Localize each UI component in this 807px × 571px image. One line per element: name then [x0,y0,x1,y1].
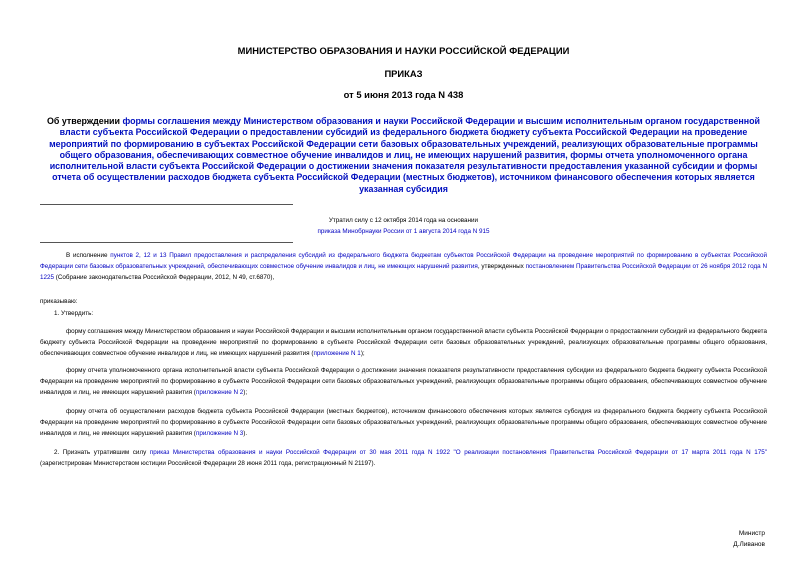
item-2-paragraph [40,448,767,470]
form-3-paragraph: форму отчета об осуществлении расходов бюджета субъекта Российской Федерации (местных бюджетов), источником финансового обеспечения которых является субсидия из федерального бюджета бюджету субъекта Российской Федерации на проведение мероприятий по формированию в субъекте Российской Федерации сети базовых образовательных учреждений, реализующих образовательные программы общего образования, обеспечивающих совместное обучение инвалидов и лиц, не имеющих нарушений развития (приложение N 3). [40,408,767,437]
divider-bottom [40,242,293,243]
order-word: приказываю: [40,298,78,305]
rules-link[interactable]: пунктов 2, 12 и 13 Правил предоставления и распределения субсидий из федерального бюджета бюджетам субъектов Российской Федерации на проведение мероприятий по формированию в субъектах Российской Федерации сети базовых образовательных учреждений, обеспечивающих совместное обучение инвалидов и лиц, не имеющих нарушений развития [40,252,768,270]
appendix-1-link[interactable]: приложение N 1 [313,349,361,357]
item-1-heading: 1. Утвердить: [54,310,94,317]
form-1-paragraph: форму соглашения между Министерством образования и науки Российской Федерации и высшим исполнительным органом государственной власти субъекта Российской Федерации о предоставлении субсидий из федерального бюджета бюджету субъекта Российской Федерации на проведение мероприятий по формированию в субъекте Российской Федерации сети базовых образовательных учреждений, реализующих образовательные программы общего образования, обеспечивающих совместное обучение инвалидов и лиц, не имеющих нарушений развития (приложение N 1); [40,328,767,357]
document-date-number: от 5 июня 2013 года N 438 [343,89,464,100]
document-type: ПРИКАЗ [384,68,423,79]
preamble-text-2: , утвержденных [477,262,526,270]
item-2-text-1: 2. Признать утратившим силу [54,449,150,456]
signature-position: Министр [738,530,765,537]
resolution-link[interactable]: постановлением Правительства Российской Федерации от 26 ноября 2012 года N 1225 [40,262,768,281]
form-2-text: форму отчета уполномоченного органа исполнительной власти субъекта Российской Федерации о достижении значения показателя результативности предоставления субсидии из федерального бюджета бюджету субъекта Российской Федерации на проведение мероприятий по формированию в субъекте Российской Федерации сети базовых образовательных учреждений, реализующих образовательные программы общего образования, обеспечивающих совместное обучение инвалидов и лиц, не имеющих нарушений развития ( [40,367,767,396]
appendix-2-link[interactable]: приложение N 2 [195,388,244,396]
preamble-text-3: (Собрание законодательства Российской Федерации, 2012, N 49, ст.6870), [54,273,275,281]
item-2-text-2: (зарегистрирован Министерством юстиции Российской Федерации 28 июня 2011 года, регистрационный N 21197). [40,459,376,467]
document-title [40,116,767,195]
annulment-text: Утратил силу с 12 октября 2014 года на основании [328,217,479,224]
preamble-text-1: В исполнение [66,252,111,259]
divider-top [40,204,293,205]
form-1-text: форму соглашения между Министерством образования и науки Российской Федерации и высшим исполнительным органом государственной власти субъекта Российской Федерации о предоставлении субсидий из федерального бюджета бюджету субъекта Российской Федерации на проведение мероприятий по формированию в субъекте Российской Федерации сети базовых образовательных учреждений, реализующих образовательные программы общего образования, обеспечивающих совместное обучение инвалидов и лиц, не имеющих нарушений развития ( [40,328,767,357]
preamble-paragraph [40,251,767,284]
form-3-text: форму отчета об осуществлении расходов бюджета субъекта Российской Федерации (местных бюджетов), источником финансового обеспечения которых является субсидия из федерального бюджета бюджету субъекта Российской Федерации на проведение мероприятий по формированию в субъекте Российской Федерации сети базовых образовательных учреждений, реализующих образовательные программы общего образования, обеспечивающих совместное обучение инвалидов и лиц, не имеющих нарушений развития ( [40,408,767,437]
ministry-heading: МИНИСТЕРСТВО ОБРАЗОВАНИЯ И НАУКИ РОССИЙСКОЙ ФЕДЕРАЦИИ [237,45,570,56]
title-forms-link[interactable]: формы соглашения между Министерством образования и науки Российской Федерации и высшим исполнительным органом государственной власти субъекта Российской Федерации о предоставлении субсидий из федерального бюджета бюджету субъекта Российской Федерации на проведение мероприятий по формированию в субъектах Российской Федерации сети базовых образовательных учреждений, реализующих образовательные программы общего образования, обеспечивающих совместное обучение инвалидов и лиц, не имеющих нарушений развития, формы отчета уполномоченного органа исполнительной власти субъекта Российской Федерации о достижении значения показателя результативности предоставления указанной субсидии и формы отчета об осуществлении расходов бюджета субъекта Российской Федерации (местных бюджетов), источником финансового обеспечения которых является указанная субсидия [49,116,760,194]
annulment-note [0,215,807,237]
title-prefix: Об утверждении [47,116,123,126]
appendix-3-link[interactable]: приложение N 3 [195,429,244,437]
annulment-link[interactable]: приказа Минобрнауки России от 1 августа 2014 года N 915 [317,228,490,235]
signature-name: Д.Ливанов [733,541,765,548]
form-2-paragraph: форму отчета уполномоченного органа исполнительной власти субъекта Российской Федерации о достижении значения показателя результативности предоставления субсидии из федерального бюджета бюджету субъекта Российской Федерации на проведение мероприятий по формированию в субъекте Российской Федерации сети базовых образовательных учреждений, реализующих образовательные программы общего образования, обеспечивающих совместное обучение инвалидов и лиц, не имеющих нарушений развития (приложение N 2); [40,367,767,396]
annulled-order-link[interactable]: приказ Министерства образования и науки Российской Федерации от 30 мая 2011 года N 1922 "О реализации постановления Правительства Российской Федерации от 17 марта 2011 года N 175" [149,449,767,456]
